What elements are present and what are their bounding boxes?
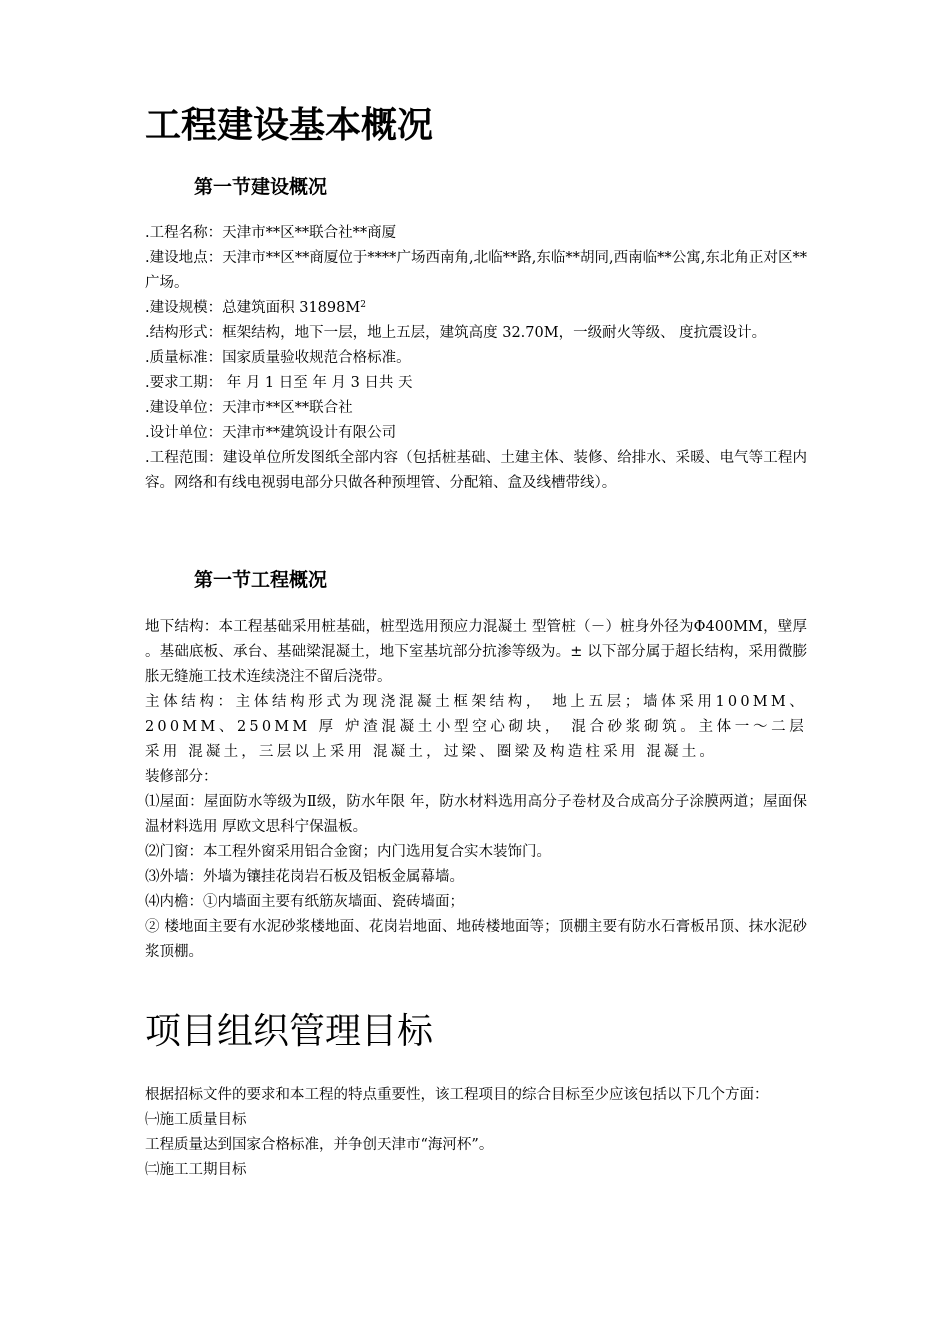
goals-intro-paragraph: 根据招标文件的要求和本工程的特点重要性，该工程项目的综合目标至少应该包括以下几个方面：	[145, 1087, 769, 1103]
quality-goal-heading: ㈠施工质量目标	[145, 1112, 247, 1128]
interior-item: ⑷内檐：①内墙面主要有纸筋灰墙面、瓷砖墙面；	[145, 894, 464, 910]
project-name-line: .工程名称：天津市**区**联合社**商厦	[145, 225, 397, 241]
main-structure-paragraph: 主体结构：主体结构形式为现浇混凝土框架结构， 地上五层；墙体采用100MM、200MM、250MM 厚 炉渣混凝土小型空心砌块， 混合砂浆砌筑。主体一～二层采用 混凝土，三层以上采用 混凝土，过梁、圈梁及构造柱采用 混凝土。	[145, 694, 807, 760]
schedule-goal-heading: ㈡施工工期目标	[145, 1162, 247, 1178]
doors-windows-item: ⑵门窗：本工程外窗采用铝合金窗；内门选用复合实木装饰门。	[145, 844, 551, 860]
project-scale-text: .建设规模：总建筑面积 31898M	[145, 300, 361, 316]
decoration-heading: 装修部分：	[145, 769, 218, 785]
engineering-overview-text	[145, 615, 807, 965]
section-title-project-overview: 工程建设基本概况	[145, 105, 434, 146]
project-scope-line: .工程范围：建设单位所发图纸全部内容（包括桩基础、土建主体、装修、给排水、采暖、电气等工程内容。网络和有线电视弱电部分只做各种预埋管、分配箱、盒及线槽带线）。	[145, 450, 807, 491]
quality-goal-text: 工程质量达到国家合格标准，并争创天津市“海河杯”。	[145, 1137, 494, 1153]
owner-unit-line: .建设单位：天津市**区**联合社	[145, 400, 353, 416]
schedule-line: .要求工期： 年 月 1 日至 年 月 3 日共 天	[145, 375, 413, 391]
section-title-management-goals: 项目组织管理目标	[145, 1011, 434, 1052]
management-goals-text	[145, 1083, 807, 1183]
area-unit-superscript: 2	[360, 300, 366, 310]
exterior-wall-item: ⑶外墙：外墙为镶挂花岗岩石板及铝板金属幕墙。	[145, 869, 464, 885]
underground-structure-paragraph: 地下结构：本工程基础采用桩基础，桩型选用预应力混凝土 型管桩（－）桩身外径为Φ400MM，壁厚 。基础底板、承台、基础梁混凝土，地下室基坑部分抗渗等级为。± 以下部分属于超长结构，采用微膨胀无缝施工技术连续浇注不留后浇带。	[145, 619, 807, 685]
structure-form-line: .结构形式：框架结构，地下一层，地上五层，建筑高度 32.70M，一级耐火等级、 度抗震设计。	[145, 325, 767, 341]
construction-overview-list	[145, 221, 807, 496]
design-unit-line: .设计单位：天津市**建筑设计有限公司	[145, 425, 397, 441]
roof-item: ⑴屋面：屋面防水等级为Ⅱ级，防水年限 年，防水材料选用高分子卷材及合成高分子涂膜两道；屋面保温材料选用 厚欧文思科宁保温板。	[145, 794, 807, 835]
quality-standard-line: .质量标准：国家质量验收规范合格标准。	[145, 350, 411, 366]
project-scale-line	[145, 296, 807, 321]
floor-ceiling-item: ② 楼地面主要有水泥砂浆楼地面、花岗岩地面、地砖楼地面等；顶棚主要有防水石膏板吊顶、抹水泥砂浆顶棚。	[145, 919, 807, 960]
project-location-line: .建设地点：天津市**区**商厦位于****广场西南角,北临**路,东临**胡同,西南临**公寓,东北角正对区**广场。	[145, 250, 807, 291]
subsection-heading-construction-overview: 第一节建设概况	[194, 176, 328, 198]
subsection-heading-engineering-overview: 第一节工程概况	[194, 569, 328, 591]
